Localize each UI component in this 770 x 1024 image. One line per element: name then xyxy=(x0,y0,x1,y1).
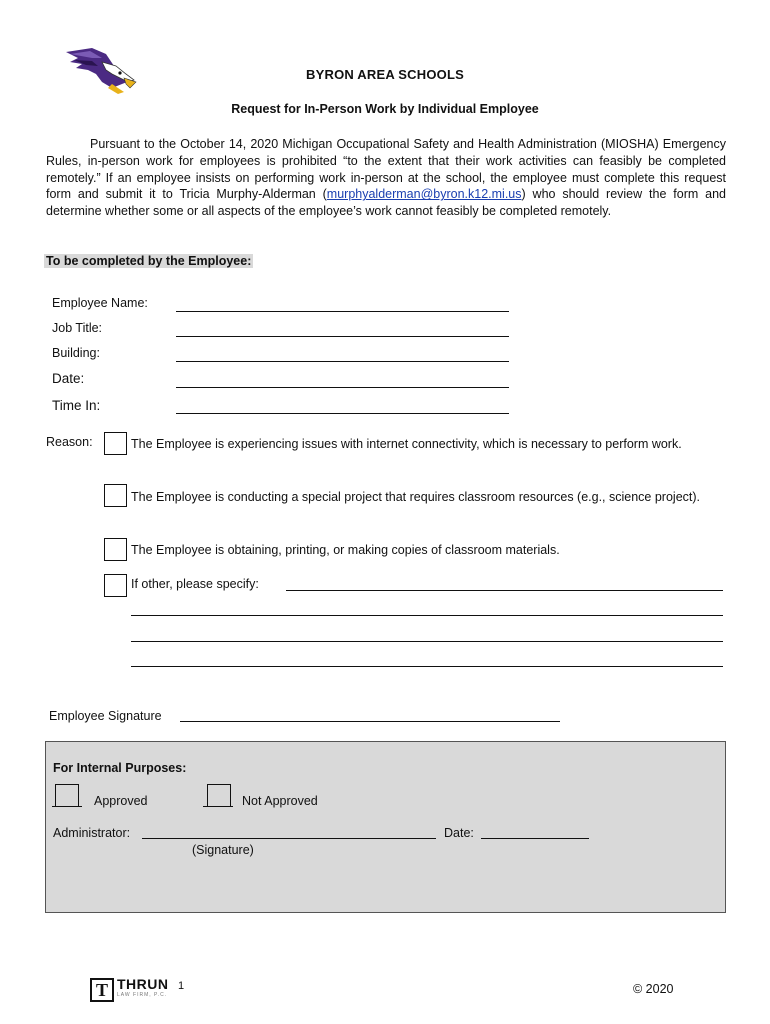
org-name: BYRON AREA SCHOOLS xyxy=(306,67,464,82)
page-number: 1 xyxy=(178,980,185,992)
reason-project-checkbox[interactable] xyxy=(104,484,127,507)
thrun-logo xyxy=(90,976,200,1002)
thrun-t-icon: T xyxy=(90,978,114,1002)
reason-internet-checkbox[interactable] xyxy=(104,432,127,455)
building-field[interactable] xyxy=(176,361,509,362)
not-approved-checkbox[interactable] xyxy=(207,784,231,807)
job-title-label: Job Title: xyxy=(52,321,103,335)
employee-signature-field[interactable] xyxy=(180,721,560,722)
building-label: Building: xyxy=(52,346,100,360)
job-title-field[interactable] xyxy=(176,336,509,337)
employee-signature-label: Employee Signature xyxy=(49,709,162,723)
contact-email-link[interactable]: murphyalderman@byron.k12.mi.us xyxy=(326,187,522,202)
other-specify-line-3[interactable] xyxy=(131,641,723,642)
employee-name-label: Employee Name: xyxy=(52,296,148,310)
time-in-label: Time In: xyxy=(52,398,101,413)
reason-other-checkbox[interactable] xyxy=(104,574,127,597)
administrator-signature-field[interactable] xyxy=(142,838,436,839)
admin-date-label: Date: xyxy=(444,826,474,840)
admin-date-field[interactable] xyxy=(481,838,589,839)
approved-label: Approved xyxy=(94,794,148,808)
reason-internet-text: The Employee is experiencing issues with internet connectivity, which is necessary to perform work. xyxy=(131,437,682,451)
reason-project-text: The Employee is conducting a special project that requires classroom resources (e.g., science project). xyxy=(131,490,701,504)
employee-section-heading: To be completed by the Employee: xyxy=(46,254,252,268)
internal-purposes-heading: For Internal Purposes: xyxy=(53,761,187,775)
administrator-label: Administrator: xyxy=(53,826,131,840)
intro-paragraph xyxy=(46,136,726,220)
other-specify-line-4[interactable] xyxy=(131,666,723,667)
approved-underline xyxy=(52,806,82,807)
approved-checkbox[interactable] xyxy=(55,784,79,807)
not-approved-underline xyxy=(203,806,233,807)
reason-other-label: If other, please specify: xyxy=(131,577,259,591)
copyright: © 2020 xyxy=(633,982,674,996)
signature-caption: (Signature) xyxy=(192,843,254,857)
not-approved-label: Not Approved xyxy=(242,794,318,808)
intro-text-2: ) who should review the form and determine whether some or all aspects of the employee’s work cannot feasibly be completed remotely. xyxy=(46,187,726,219)
reason-copies-text: The Employee is obtaining, printing, or making copies of classroom materials. xyxy=(131,543,560,557)
employee-name-field[interactable] xyxy=(176,311,509,312)
reason-copies-checkbox[interactable] xyxy=(104,538,127,561)
form-title: Request for In-Person Work by Individual Employee xyxy=(231,102,539,116)
other-specify-line-2[interactable] xyxy=(131,615,723,616)
other-specify-field[interactable] xyxy=(286,590,723,591)
time-in-field[interactable] xyxy=(176,413,509,414)
reason-label: Reason: xyxy=(46,435,93,449)
intro-text-1: Pursuant to the October 14, 2020 Michigan Occupational Safety and Health Administration (MIOSHA) Emergency Rules, in-person work for employees is prohibited “to the extent that their work activities can feasibly be completed remotely.” If an employee insists on performing work in-person at the school, the employee must complete this request form and submit it to Tricia Murphy-Alderman ( xyxy=(46,137,726,202)
date-field[interactable] xyxy=(176,387,509,388)
firm-subtitle: LAW FIRM, P.C. xyxy=(117,992,168,998)
date-label: Date: xyxy=(52,371,85,386)
firm-name: THRUN xyxy=(117,976,169,992)
